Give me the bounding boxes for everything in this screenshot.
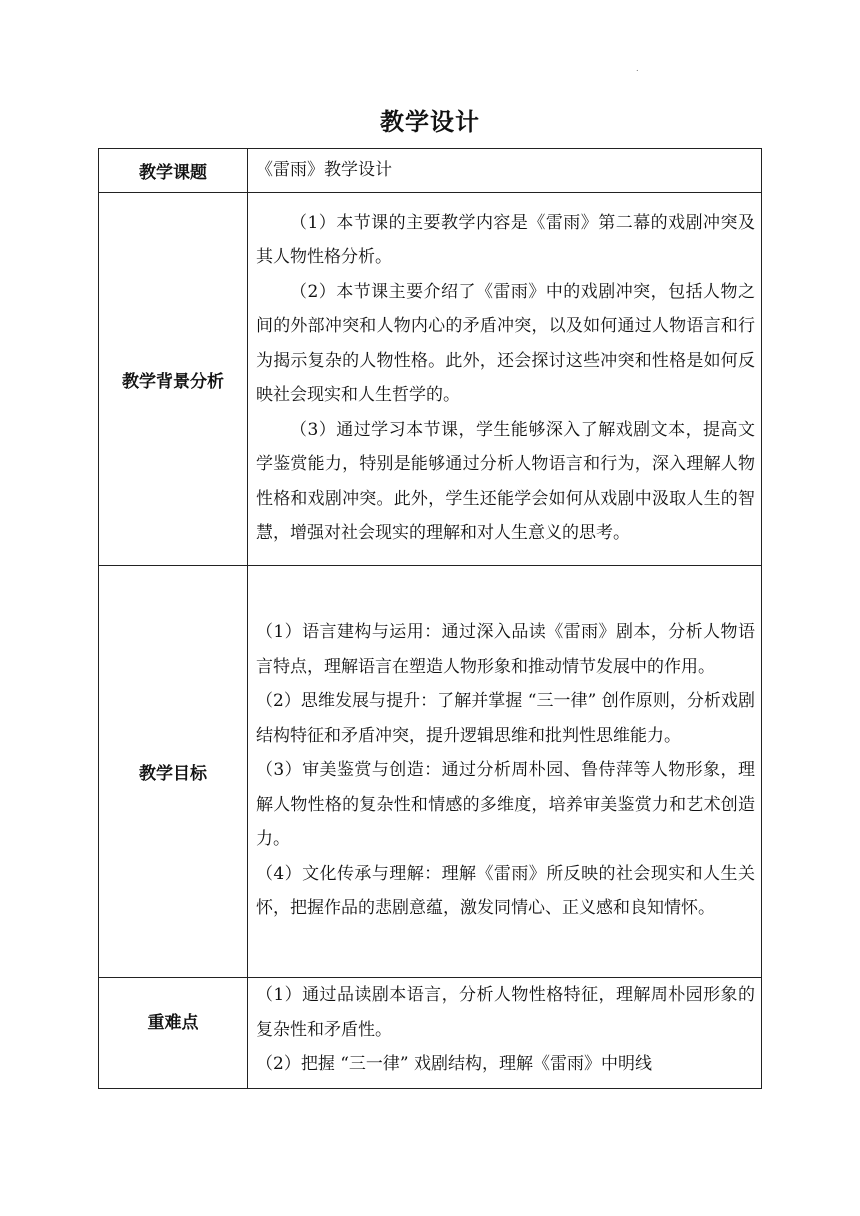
- subject-label: 教学课题: [99, 149, 248, 193]
- goals-content: [248, 566, 762, 978]
- background-paragraph-3: （3）通过学习本节课，学生能够深入了解戏剧文本，提高文学鉴赏能力，特别是能够通过分析人物语言和行为，深入理解人物性格和戏剧冲突。此外，学生还能学会如何从戏剧中汲取人生的智慧，增强对社会现实的理解和对人生意义的思考。: [256, 419, 755, 543]
- table-row-goals: [99, 566, 762, 978]
- page-title: 教学设计: [380, 108, 480, 136]
- subject-value: 《雷雨》教学设计: [248, 149, 762, 193]
- key-point-paragraph-1: （1）通过品读剧本语言，分析人物性格特征，理解周朴园形象的复杂性和矛盾性。: [256, 985, 755, 1040]
- table-row-subject: [99, 149, 762, 193]
- table-row-background: [99, 193, 762, 566]
- corner-mark: .: [636, 64, 639, 73]
- key-point-paragraph-2: （2）把握 “三一律” 戏剧结构，理解《雷雨》中明线: [256, 1054, 653, 1074]
- key-points-content: [248, 978, 762, 1089]
- goals-label: 教学目标: [99, 566, 248, 978]
- goal-paragraph-4: （4）文化传承与理解：理解《雷雨》所反映的社会现实和人生关怀，把握作品的悲剧意蕴，激发同情心、正义感和良知情怀。: [256, 863, 755, 919]
- table-row-key-points: [99, 978, 762, 1089]
- background-paragraph-1: （1）本节课的主要教学内容是《雷雨》第二幕的戏剧冲突及其人物性格分析。: [256, 212, 755, 267]
- goal-paragraph-1: （1）语言建构与运用：通过深入品读《雷雨》剧本，分析人物语言特点，理解语言在塑造人物形象和推动情节发展中的作用。: [256, 622, 755, 677]
- background-paragraph-2: （2）本节课主要介绍了《雷雨》中的戏剧冲突，包括人物之间的外部冲突和人物内心的矛盾冲突，以及如何通过人物语言和行为揭示复杂的人物性格。此外，还会探讨这些冲突和性格是如何反映社会现实和人生哲学的。: [256, 281, 755, 405]
- background-label: 教学背景分析: [99, 193, 248, 566]
- key-points-label: 重难点: [99, 978, 248, 1089]
- goal-paragraph-3: （3）审美鉴赏与创造：通过分析周朴园、鲁侍萍等人物形象，理解人物性格的复杂性和情感的多维度，培养审美鉴赏力和艺术创造力。: [256, 760, 755, 850]
- background-content: [248, 193, 762, 566]
- lesson-design-table: [98, 148, 762, 1089]
- goal-paragraph-2: （2）思维发展与提升：了解并掌握 “三一律” 创作原则，分析戏剧结构特征和矛盾冲突，提升逻辑思维和批判性思维能力。: [256, 691, 755, 746]
